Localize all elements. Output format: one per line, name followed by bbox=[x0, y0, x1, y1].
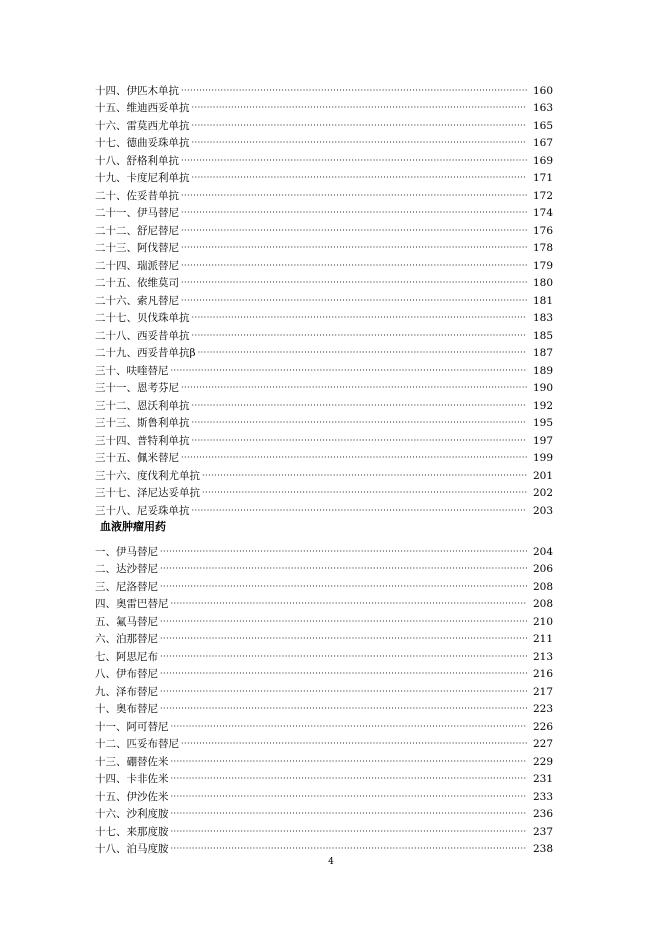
toc-entry bbox=[95, 646, 553, 664]
toc-entry-page: 181 bbox=[532, 294, 553, 307]
dot-leader bbox=[192, 435, 528, 448]
toc-entry bbox=[95, 395, 553, 413]
toc-entry bbox=[95, 699, 553, 717]
toc-entry-title: 三十四、普特利单抗 bbox=[95, 434, 190, 447]
toc-entry bbox=[95, 413, 553, 431]
dot-leader bbox=[181, 260, 527, 273]
dot-leader bbox=[181, 155, 527, 168]
toc-entry bbox=[95, 664, 553, 682]
toc-entry-page: 237 bbox=[532, 825, 553, 838]
dot-leader bbox=[171, 773, 528, 786]
toc-entry-page: 217 bbox=[532, 685, 553, 698]
dot-leader bbox=[160, 581, 527, 594]
toc-entry bbox=[95, 786, 553, 804]
page-number: 4 bbox=[328, 857, 334, 867]
toc-entry bbox=[95, 115, 553, 133]
toc-entry bbox=[95, 343, 553, 361]
toc-entry-title: 十七、德曲妥珠单抗 bbox=[95, 137, 190, 149]
toc-entry-page: 179 bbox=[532, 259, 553, 272]
toc-entry-title: 二十四、瑞派替尼 bbox=[95, 259, 179, 272]
dot-leader bbox=[181, 85, 527, 98]
toc-entry-page: 187 bbox=[532, 347, 553, 359]
dot-leader bbox=[181, 190, 527, 203]
toc-entry bbox=[95, 360, 553, 378]
toc-entry bbox=[95, 325, 553, 343]
toc-entry-title: 十九、卡度尼利单抗 bbox=[95, 172, 190, 184]
toc-entry bbox=[95, 804, 553, 822]
toc-entry-title: 十六、雷莫西尤单抗 bbox=[95, 119, 190, 132]
toc-entry-title: 二、达沙替尼 bbox=[95, 563, 158, 575]
dot-leader bbox=[192, 120, 528, 133]
toc-entry-page: 201 bbox=[532, 469, 553, 482]
toc-entry-title: 二十八、西妥昔单抗 bbox=[95, 329, 190, 342]
toc-entry-title: 六、泊那替尼 bbox=[95, 633, 158, 645]
toc-entry-page: 211 bbox=[532, 633, 553, 645]
toc-list-hematologic bbox=[95, 541, 553, 856]
dot-leader bbox=[202, 470, 527, 483]
toc-entry-title: 十八、泊马度胺 bbox=[95, 843, 169, 855]
dot-leader bbox=[181, 242, 527, 255]
toc-entry-page: 229 bbox=[532, 755, 553, 768]
dot-leader bbox=[181, 225, 527, 238]
toc-entry-title: 十八、舒格利单抗 bbox=[95, 154, 179, 167]
toc-entry-page: 216 bbox=[532, 668, 553, 680]
dot-leader bbox=[202, 487, 527, 500]
toc-entry-page: 185 bbox=[532, 329, 553, 342]
toc-entry-title: 七、阿思尼布 bbox=[95, 650, 158, 663]
toc-entry-title: 十六、沙利度胺 bbox=[95, 808, 169, 820]
toc-entry-title: 一、伊马替尼 bbox=[95, 545, 158, 558]
dot-leader bbox=[160, 668, 527, 681]
toc-entry-page: 227 bbox=[532, 738, 553, 750]
dot-leader bbox=[160, 651, 527, 664]
dot-leader bbox=[160, 633, 527, 646]
toc-entry bbox=[95, 273, 553, 291]
dot-leader bbox=[181, 738, 527, 751]
toc-entry-page: 163 bbox=[532, 102, 553, 114]
toc-entry bbox=[95, 430, 553, 448]
dot-leader bbox=[160, 546, 527, 559]
toc-entry-title: 二十二、舒尼替尼 bbox=[95, 224, 179, 237]
dot-leader bbox=[171, 365, 528, 378]
dot-leader bbox=[192, 137, 528, 150]
toc-entry bbox=[95, 238, 553, 256]
toc-entry-title: 十二、匹妥布替尼 bbox=[95, 738, 179, 750]
toc-entry-title: 十四、伊匹木单抗 bbox=[95, 84, 179, 97]
toc-entry-page: 169 bbox=[532, 154, 553, 167]
toc-entry bbox=[95, 541, 553, 559]
toc-entry-title: 十、奥布替尼 bbox=[95, 703, 158, 715]
dot-leader bbox=[171, 721, 528, 734]
toc-entry-page: 183 bbox=[532, 312, 553, 324]
toc-entry bbox=[95, 839, 553, 857]
toc-entry bbox=[95, 611, 553, 629]
toc-entry-title: 三十二、恩沃利单抗 bbox=[95, 399, 190, 412]
toc-entry bbox=[95, 220, 553, 238]
dot-leader bbox=[192, 417, 528, 430]
toc-entry-page: 176 bbox=[532, 224, 553, 237]
toc-entry bbox=[95, 465, 553, 483]
toc-entry-page: 238 bbox=[532, 843, 553, 855]
toc-entry bbox=[95, 716, 553, 734]
dot-leader bbox=[181, 295, 527, 308]
toc-entry-page: 165 bbox=[532, 119, 553, 132]
toc-entry-page: 190 bbox=[532, 382, 553, 394]
toc-entry-title: 十七、来那度胺 bbox=[95, 825, 169, 838]
toc-entry-page: 226 bbox=[532, 720, 553, 733]
dot-leader bbox=[171, 826, 528, 839]
toc-entry-title: 四、奥雷巴替尼 bbox=[95, 598, 169, 610]
toc-entry bbox=[95, 821, 553, 839]
toc-entry bbox=[95, 629, 553, 647]
toc-entry-page: 171 bbox=[532, 172, 553, 184]
toc-entry-title: 三十三、斯鲁利单抗 bbox=[95, 417, 190, 429]
dot-leader bbox=[160, 616, 527, 629]
toc-entry-title: 三十一、恩考芬尼 bbox=[95, 382, 179, 394]
toc-entry bbox=[95, 681, 553, 699]
toc-entry-title: 二十三、阿伐替尼 bbox=[95, 242, 179, 254]
toc-entry-page: 192 bbox=[532, 399, 553, 412]
toc-entry-page: 197 bbox=[532, 434, 553, 447]
toc-entry-page: 231 bbox=[532, 773, 553, 785]
dot-leader bbox=[181, 452, 527, 465]
toc-entry-title: 三十七、泽尼达妥单抗 bbox=[95, 487, 200, 499]
toc-entry bbox=[95, 378, 553, 396]
dot-leader bbox=[192, 400, 528, 413]
toc-entry-page: 208 bbox=[532, 598, 553, 610]
toc-entry bbox=[95, 290, 553, 308]
dot-leader bbox=[181, 277, 527, 290]
toc-entry-page: 210 bbox=[532, 615, 553, 628]
toc-entry-page: 223 bbox=[532, 703, 553, 715]
toc-entry bbox=[95, 448, 553, 466]
toc-entry-title: 十一、阿可替尼 bbox=[95, 720, 169, 733]
dot-leader bbox=[198, 347, 527, 360]
toc-entry bbox=[95, 185, 553, 203]
toc-entry-title: 十五、伊沙佐米 bbox=[95, 790, 169, 803]
toc-entry-title: 二十九、西妥昔单抗β bbox=[95, 347, 196, 359]
dot-leader bbox=[181, 207, 527, 220]
toc-entry-title: 二十、佐妥昔单抗 bbox=[95, 189, 179, 202]
toc-entry bbox=[95, 751, 553, 769]
toc-entry-page: 178 bbox=[532, 242, 553, 254]
toc-entry bbox=[95, 594, 553, 612]
toc-entry-page: 199 bbox=[532, 452, 553, 464]
toc-entry bbox=[95, 255, 553, 273]
toc-entry-title: 三十、呋喹替尼 bbox=[95, 364, 169, 377]
toc-entry-title: 三十六、度伐利尤单抗 bbox=[95, 469, 200, 482]
toc-entry-title: 三、尼洛替尼 bbox=[95, 580, 158, 593]
toc-entry bbox=[95, 483, 553, 501]
dot-leader bbox=[192, 330, 528, 343]
toc-entry-title: 三十八、尼妥珠单抗 bbox=[95, 504, 190, 517]
dot-leader bbox=[192, 505, 528, 518]
dot-leader bbox=[192, 172, 528, 185]
toc-entry bbox=[95, 500, 553, 518]
toc-entry-page: 172 bbox=[532, 189, 553, 202]
toc-entry-title: 十四、卡非佐米 bbox=[95, 773, 169, 785]
dot-leader bbox=[160, 686, 527, 699]
toc-entry bbox=[95, 308, 553, 326]
toc-entry-page: 236 bbox=[532, 808, 553, 820]
toc-entry-title: 十五、维迪西妥单抗 bbox=[95, 102, 190, 114]
dot-leader bbox=[160, 563, 527, 576]
dot-leader bbox=[171, 808, 528, 821]
toc-entry-page: 180 bbox=[532, 277, 553, 289]
toc-entry-title: 八、伊布替尼 bbox=[95, 668, 158, 680]
toc-entry-title: 二十六、索凡替尼 bbox=[95, 294, 179, 307]
toc-entry bbox=[95, 203, 553, 221]
toc-list-solid-tumor bbox=[95, 80, 553, 518]
section-heading: 血液肿瘤用药 bbox=[100, 520, 166, 533]
toc-entry-page: 208 bbox=[532, 580, 553, 593]
toc-entry bbox=[95, 769, 553, 787]
toc-entry-page: 202 bbox=[532, 487, 553, 499]
toc-entry bbox=[95, 80, 553, 98]
toc-entry-title: 十三、硼替佐米 bbox=[95, 755, 169, 768]
dot-leader bbox=[192, 102, 528, 115]
toc-entry-page: 213 bbox=[532, 650, 553, 663]
dot-leader bbox=[171, 843, 528, 856]
toc-entry bbox=[95, 98, 553, 116]
toc-entry-page: 206 bbox=[532, 563, 553, 575]
dot-leader bbox=[181, 382, 527, 395]
dot-leader bbox=[192, 312, 528, 325]
toc-entry-page: 189 bbox=[532, 364, 553, 377]
toc-entry-title: 九、泽布替尼 bbox=[95, 685, 158, 698]
toc-entry-page: 195 bbox=[532, 417, 553, 429]
toc-entry bbox=[95, 133, 553, 151]
toc-entry bbox=[95, 150, 553, 168]
toc-entry-page: 203 bbox=[532, 504, 553, 517]
toc-entry-title: 三十五、佩米替尼 bbox=[95, 452, 179, 464]
toc-entry-page: 160 bbox=[532, 84, 553, 97]
dot-leader bbox=[171, 756, 528, 769]
toc-entry-title: 二十七、贝伐珠单抗 bbox=[95, 312, 190, 324]
toc-entry bbox=[95, 559, 553, 577]
toc-entry-title: 二十一、伊马替尼 bbox=[95, 207, 179, 219]
toc-entry-page: 204 bbox=[532, 545, 553, 558]
toc-entry bbox=[95, 576, 553, 594]
toc-entry-title: 五、氟马替尼 bbox=[95, 615, 158, 628]
dot-leader bbox=[160, 703, 527, 716]
toc-entry bbox=[95, 734, 553, 752]
toc-entry-title: 二十五、依维莫司 bbox=[95, 277, 179, 289]
toc-entry-page: 174 bbox=[532, 207, 553, 219]
toc-entry-page: 233 bbox=[532, 790, 553, 803]
dot-leader bbox=[171, 791, 528, 804]
toc-entry-page: 167 bbox=[532, 137, 553, 149]
dot-leader bbox=[171, 598, 528, 611]
toc-entry bbox=[95, 168, 553, 186]
